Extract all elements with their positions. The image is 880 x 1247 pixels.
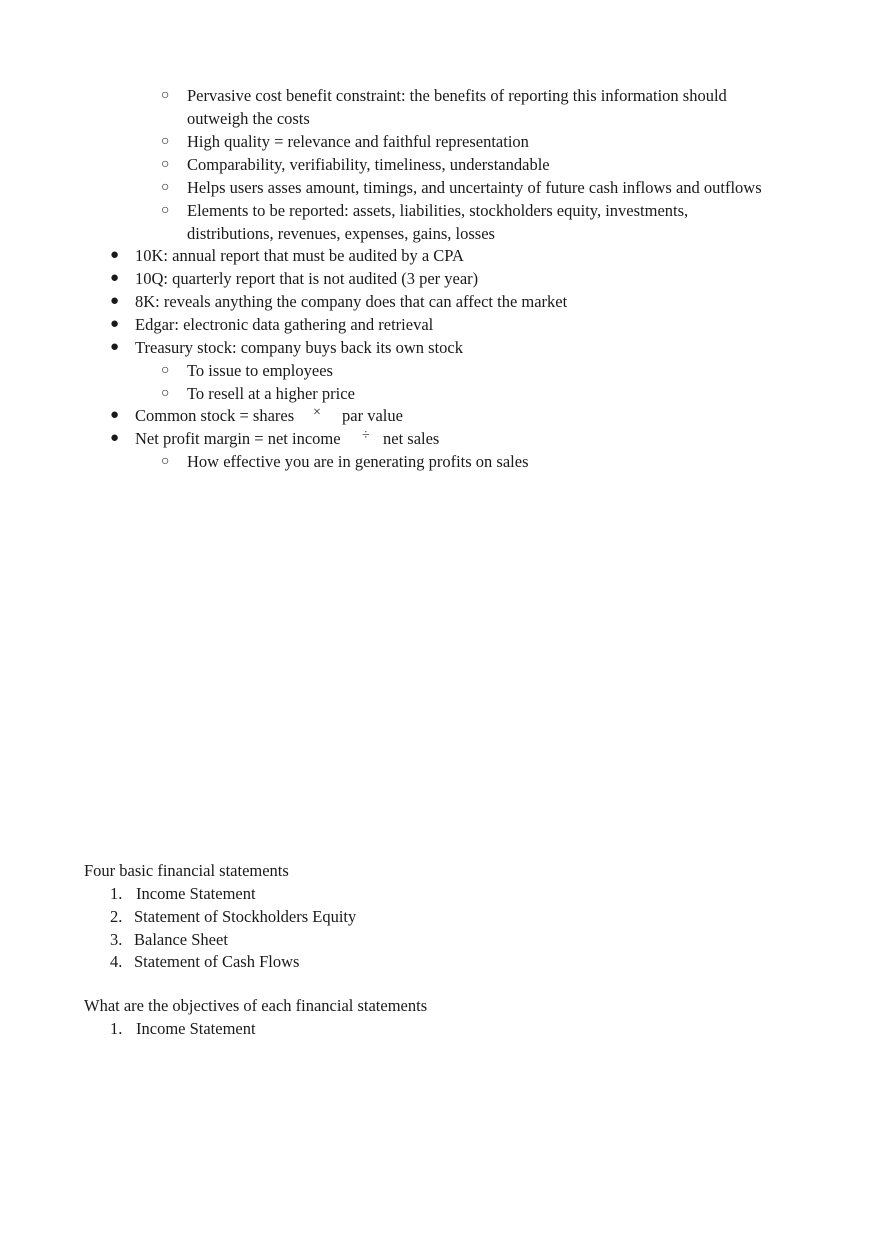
note-item: 8K: reveals anything the company does that can affect the market (135, 292, 568, 311)
bullet-icon: ● (110, 316, 120, 332)
formula-right: par value (342, 406, 403, 425)
note-item: 10Q: quarterly report that is not audited (3 per year) (135, 269, 479, 288)
list-item: Income Statement (136, 884, 256, 903)
note-item: 10K: annual report that must be audited by a CPA (135, 246, 464, 265)
formula-left: Net profit margin = net income (135, 429, 341, 448)
note-sub-item: To issue to employees (187, 361, 333, 380)
list-item: Balance Sheet (134, 930, 228, 949)
bullet-icon: ● (110, 293, 120, 309)
note-sub-item: How effective you are in generating profits on sales (187, 452, 529, 471)
divide-symbol: ÷ (362, 428, 370, 443)
list-item: Statement of Stockholders Equity (134, 907, 357, 926)
note-sub-item: High quality = relevance and faithful representation (187, 132, 529, 151)
note-sub-item: Comparability, verifiability, timeliness, understandable (187, 155, 550, 174)
formula-right: net sales (383, 429, 440, 448)
multiply-symbol: × (313, 405, 321, 420)
list-item: Income Statement (136, 1019, 256, 1038)
bullet-icon: ● (110, 407, 120, 423)
list-number: 4. (110, 952, 123, 971)
circle-bullet-icon: ○ (161, 157, 170, 172)
list-item: Statement of Cash Flows (134, 952, 300, 971)
note-sub-item: Elements to be reported: assets, liabilities, stockholders equity, investments, (187, 201, 689, 220)
note-sub-item: To resell at a higher price (187, 384, 355, 403)
list-number: 1. (110, 1019, 123, 1038)
circle-bullet-icon: ○ (161, 203, 170, 218)
circle-bullet-icon: ○ (161, 363, 170, 378)
formula-left: Common stock = shares (135, 406, 295, 425)
list-number: 2. (110, 907, 123, 926)
circle-bullet-icon: ○ (161, 386, 170, 401)
note-sub-item-continuation: distributions, revenues, expenses, gains, losses (187, 224, 495, 243)
circle-bullet-icon: ○ (161, 180, 170, 195)
note-sub-item: Helps users asses amount, timings, and uncertainty of future cash inflows and outflows (187, 178, 762, 197)
note-sub-item-continuation: outweigh the costs (187, 109, 310, 128)
bullet-icon: ● (110, 339, 120, 355)
section-heading: What are the objectives of each financial statements (84, 996, 428, 1015)
note-item: Treasury stock: company buys back its own stock (135, 338, 463, 357)
bullet-icon: ● (110, 430, 120, 446)
circle-bullet-icon: ○ (161, 134, 170, 149)
circle-bullet-icon: ○ (161, 454, 170, 469)
bullet-icon: ● (110, 270, 120, 286)
list-number: 3. (110, 930, 123, 949)
circle-bullet-icon: ○ (161, 88, 170, 103)
bullet-icon: ● (110, 247, 120, 263)
section-heading: Four basic financial statements (84, 861, 289, 880)
list-number: 1. (110, 884, 123, 903)
note-item: Edgar: electronic data gathering and retrieval (135, 315, 434, 334)
note-sub-item: Pervasive cost benefit constraint: the benefits of reporting this information should (187, 86, 727, 105)
